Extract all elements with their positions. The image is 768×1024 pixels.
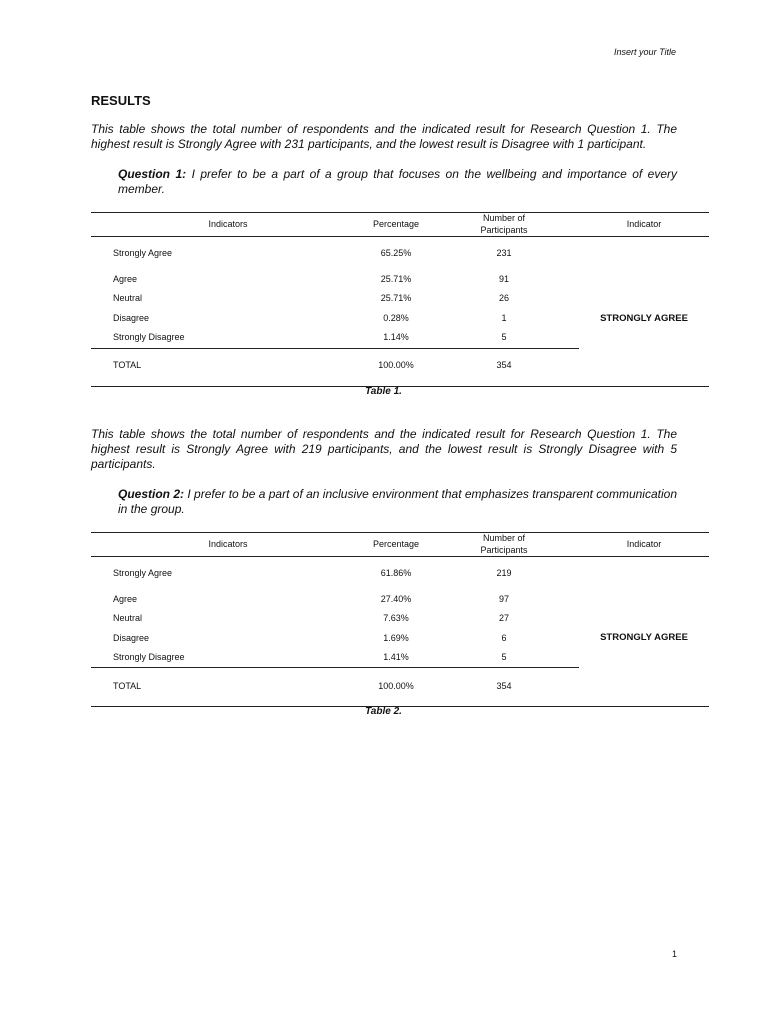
- row-number: 5: [501, 332, 507, 342]
- table-caption-2: Table 2.: [365, 706, 402, 717]
- row-number: 26: [498, 293, 509, 303]
- header-indicator: Indicator: [626, 219, 662, 229]
- row-number: 91: [498, 274, 509, 284]
- total-number: 354: [496, 360, 512, 370]
- total-percentage: 100.00%: [378, 360, 414, 370]
- intro-paragraph-2: This table shows the total number of respondents and the indicated result for Research Question 1. The highest result is Strongly Agree with 219 participants, and the lowest result is Strongly Disagree with 5 participants.: [91, 427, 677, 471]
- row-percentage: 1.14%: [383, 332, 409, 342]
- header-indicator: Indicator: [626, 539, 662, 549]
- row-percentage: 25.71%: [380, 274, 412, 284]
- table-rule-top: [91, 532, 709, 533]
- table-caption-1: Table 1.: [365, 386, 402, 397]
- row-number: 6: [501, 633, 507, 643]
- header-percentage: Percentage: [372, 539, 420, 549]
- total-number: 354: [496, 681, 512, 691]
- table-rule-header: [91, 236, 709, 237]
- table-rule-total: [91, 667, 579, 668]
- row-number: 97: [498, 594, 509, 604]
- row-number: 1: [501, 313, 507, 323]
- row-indicator: Neutral: [113, 293, 143, 303]
- verdict-label: STRONGLY AGREE: [600, 313, 688, 324]
- header-indicators: Indicators: [208, 539, 248, 549]
- header-number: Number of Participants: [480, 213, 528, 235]
- total-percentage: 100.00%: [378, 681, 414, 691]
- row-percentage: 25.71%: [380, 293, 412, 303]
- page-number: 1: [671, 949, 677, 959]
- row-indicator: Strongly Agree: [113, 248, 173, 258]
- question-text: I prefer to be a part of a group that focuses on the wellbeing and importance of every member.: [118, 167, 678, 196]
- row-percentage: 7.63%: [383, 613, 409, 623]
- question-1: [118, 167, 677, 197]
- total-label: TOTAL: [113, 681, 142, 691]
- question-2: [118, 487, 677, 517]
- row-percentage: 1.41%: [383, 652, 409, 662]
- table-rule-total: [91, 348, 579, 349]
- total-label: TOTAL: [113, 360, 142, 370]
- header-indicators: Indicators: [208, 219, 248, 229]
- row-indicator: Agree: [113, 274, 138, 284]
- row-percentage: 65.25%: [380, 248, 412, 258]
- row-indicator: Neutral: [113, 613, 143, 623]
- intro-paragraph-1: This table shows the total number of respondents and the indicated result for Research Question 1. The highest result is Strongly Agree with 231 participants, and the lowest result is Disagree with 1 participant.: [91, 122, 677, 151]
- header-number: Number of Participants: [480, 533, 528, 555]
- row-percentage: 1.69%: [383, 633, 409, 643]
- header-percentage: Percentage: [372, 219, 420, 229]
- row-indicator: Strongly Disagree: [113, 652, 185, 662]
- question-label: Question 1:: [118, 167, 187, 181]
- row-indicator: Disagree: [113, 633, 150, 643]
- row-number: 231: [496, 248, 512, 258]
- section-heading: RESULTS: [91, 93, 151, 108]
- row-indicator: Strongly Agree: [113, 568, 173, 578]
- row-percentage: 27.40%: [380, 594, 412, 604]
- row-percentage: 61.86%: [380, 568, 412, 578]
- table-rule-top: [91, 212, 709, 213]
- verdict-label: STRONGLY AGREE: [600, 632, 688, 643]
- row-number: 27: [498, 613, 509, 623]
- row-number: 5: [501, 652, 507, 662]
- row-indicator: Agree: [113, 594, 138, 604]
- question-label: Question 2:: [118, 487, 185, 501]
- running-title: Insert your Title: [614, 47, 676, 57]
- row-percentage: 0.28%: [383, 313, 409, 323]
- row-indicator: Strongly Disagree: [113, 332, 185, 342]
- question-text: I prefer to be a part of an inclusive environment that emphasizes transparent communication in the group.: [118, 487, 677, 516]
- row-indicator: Disagree: [113, 313, 150, 323]
- table-rule-header: [91, 556, 709, 557]
- row-number: 219: [496, 568, 512, 578]
